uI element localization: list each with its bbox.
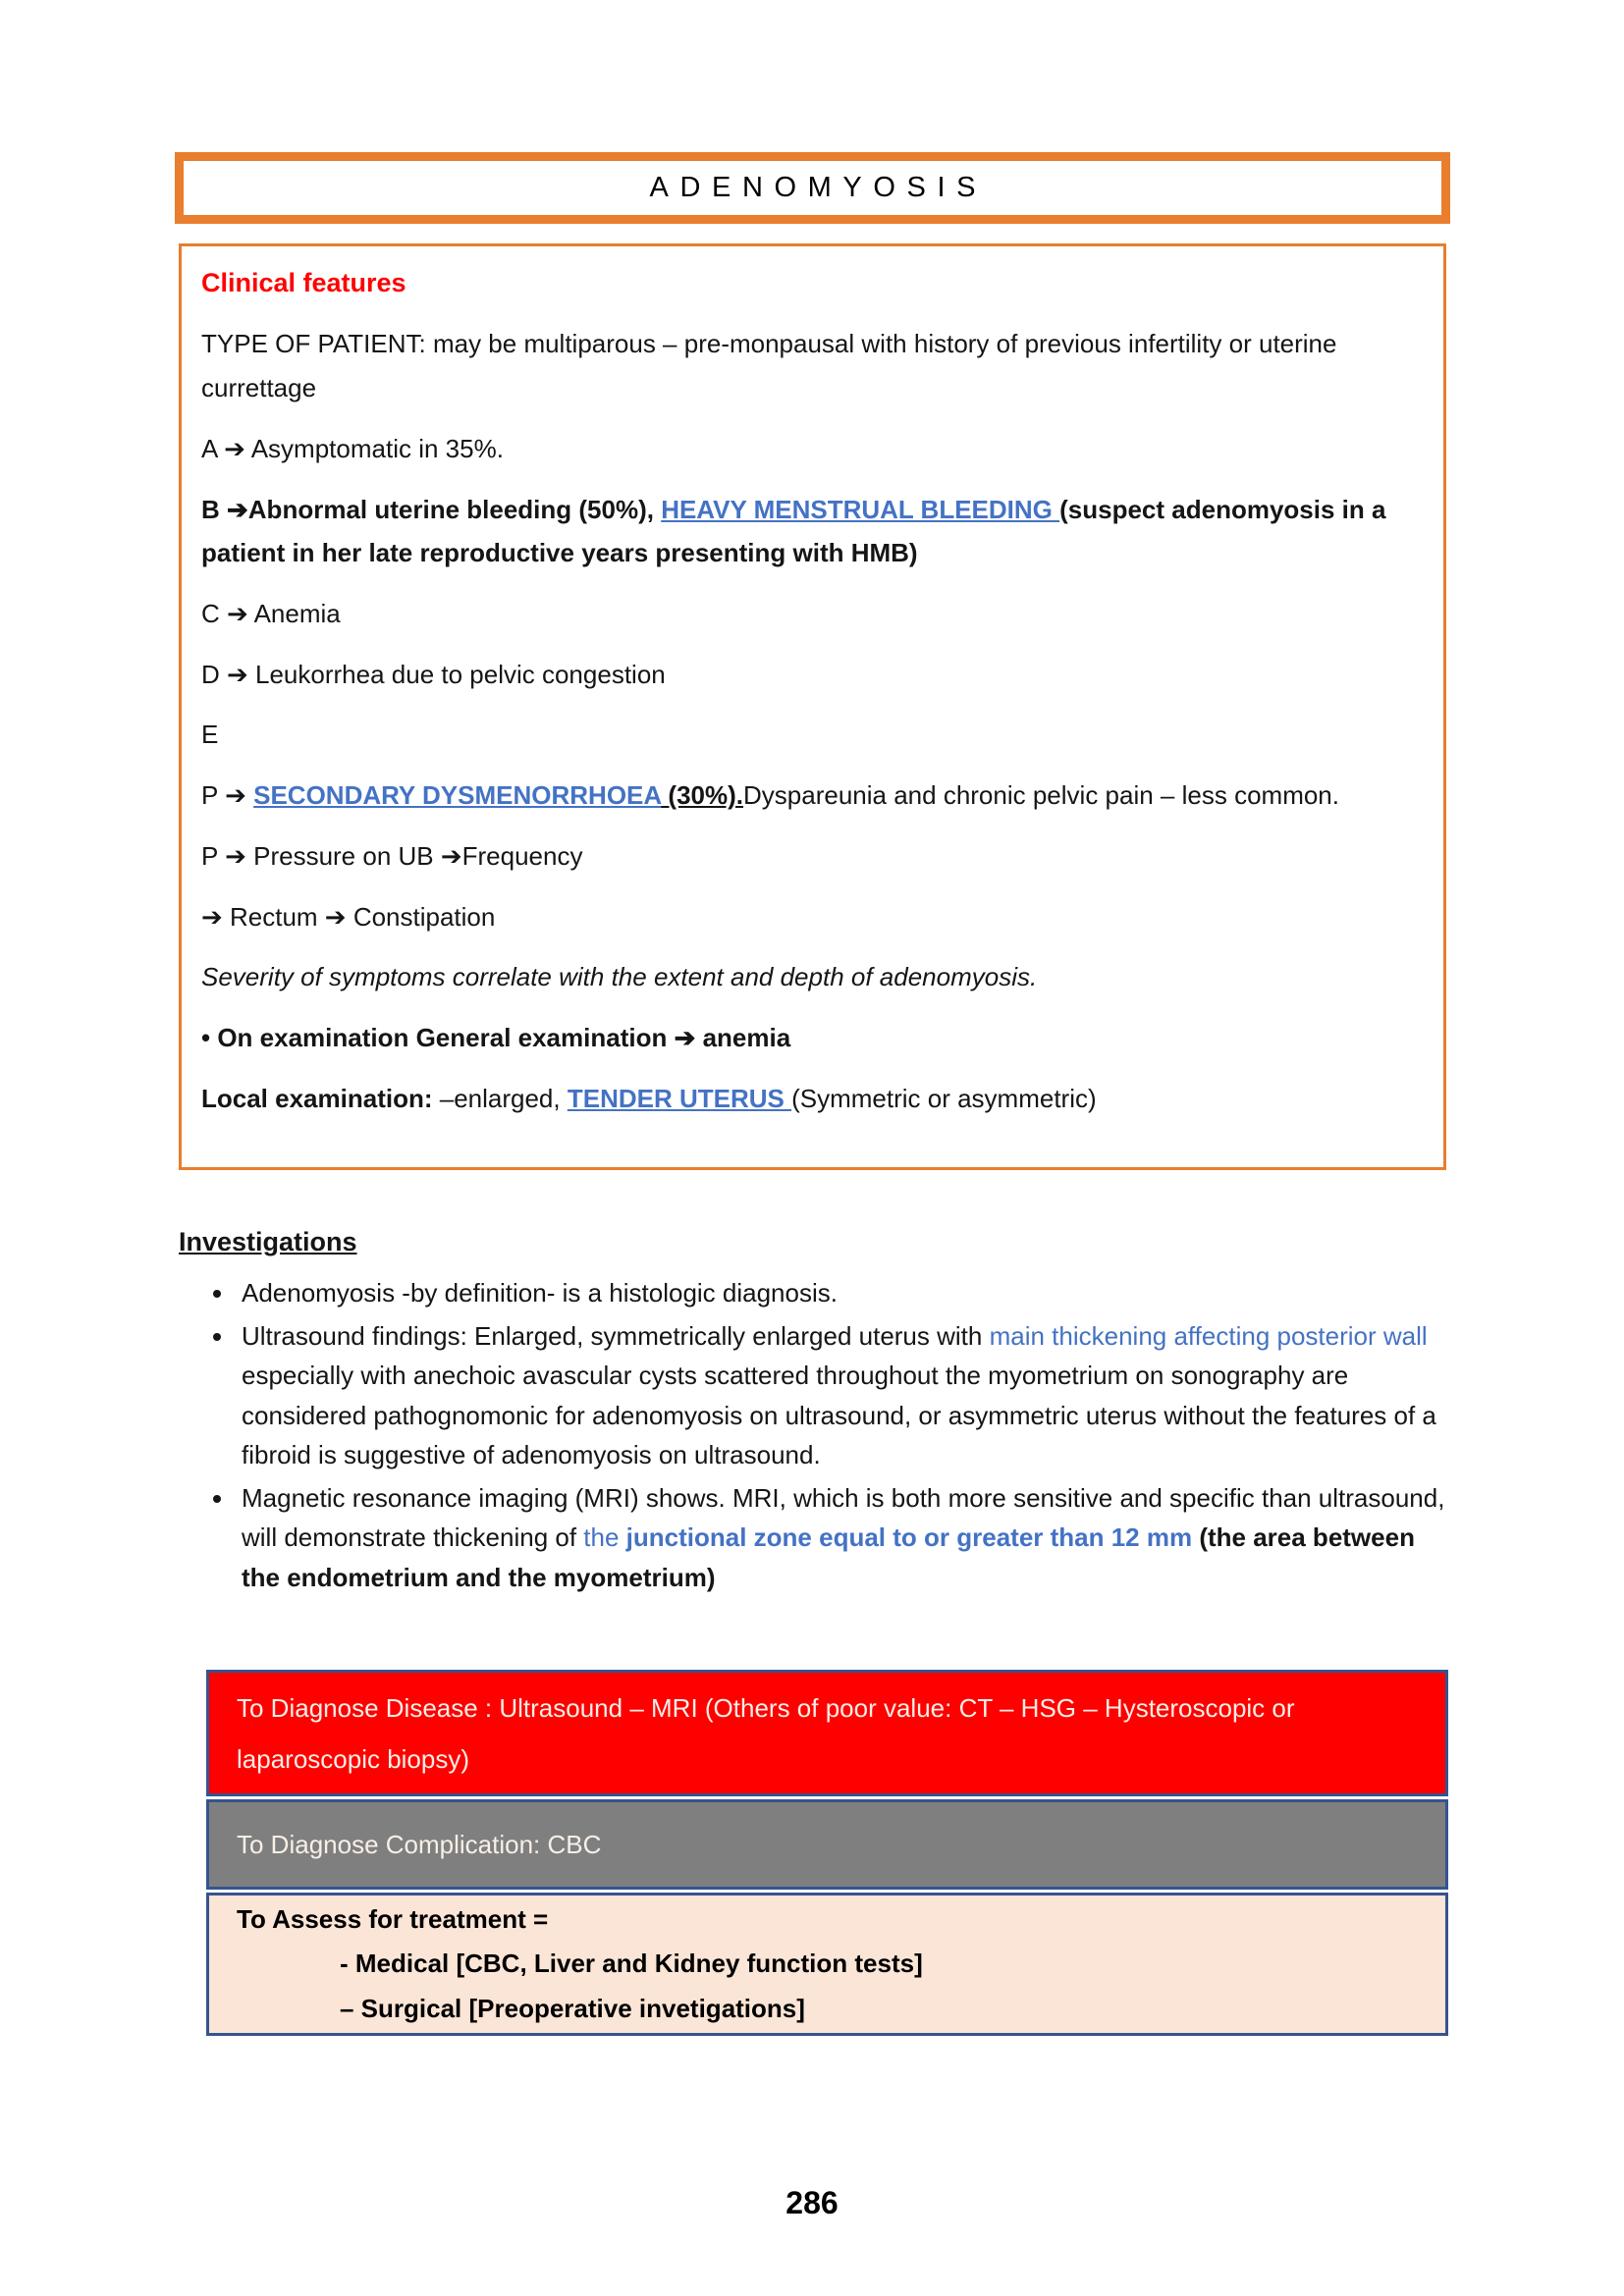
heavy-menstrual-bleeding-link[interactable]: HEAVY MENSTRUAL BLEEDING <box>661 494 1060 524</box>
mri-tail: (the area between the endometrium and the myometrium) <box>242 1522 1415 1592</box>
p-dysmenorrhoea-percent: (30%). <box>661 780 744 811</box>
histologic-diagnosis-text: Adenomyosis -by definition- is a histologic diagnosis. <box>242 1278 838 1308</box>
ultrasound-findings-highlight: main thickening affecting posterior wall <box>989 1320 1428 1351</box>
page-title: ADENOMYOSIS <box>649 172 988 203</box>
b-bleeding-tail: (suspect adenomyosis in a patient in her late reproductive years presenting with HMB) <box>201 494 1386 568</box>
paragraph-d-leukorrhea <box>201 653 1414 697</box>
paragraph-c-anemia <box>201 592 1414 636</box>
paragraph-e <box>201 713 1414 757</box>
diagnose-disease-box <box>206 1670 1448 1796</box>
mri-lead: Magnetic resonance imaging (MRI) shows. MRI, which is both more sensitive and specific than ultrasound, will demonstrate thickening of <box>242 1482 1445 1553</box>
paragraph-rectum-constipation <box>201 895 1414 939</box>
local-examination-pre: –enlarged, <box>439 1083 568 1113</box>
ultrasound-findings-tail: especially with anechoic avascular cysts scattered throughout the myometrium on sonography are considered pathognomonic for adenomyosis on ultrasound, or asymmetric uterus without the features of a fibroid is suggestive of adenomyosis on ultrasound. <box>242 1361 1436 1470</box>
paragraph-local-examination <box>201 1077 1414 1121</box>
local-examination-label: Local examination: <box>201 1083 440 1113</box>
assess-treatment-heading: To Assess for treatment = <box>237 1903 549 1934</box>
paragraph-on-examination <box>201 1016 1414 1060</box>
d-leukorrhea-text: D ➔ Leukorrhea due to pelvic congestion <box>201 659 666 689</box>
paragraph-type-of-patient <box>201 322 1414 409</box>
summary-boxes <box>206 1670 1448 2036</box>
diagnose-complication-box <box>206 1799 1448 1890</box>
assess-treatment-surgical: – Surgical [Preoperative invetigations] <box>340 1993 805 2023</box>
investigations-list <box>179 1273 1446 1597</box>
assess-treatment-medical: - Medical [CBC, Liver and Kidney function tests] <box>340 1949 923 1979</box>
clinical-features-heading <box>201 260 1414 305</box>
secondary-dysmenorrhoea-link[interactable]: SECONDARY DYSMENORRHOEA <box>253 780 662 811</box>
on-examination-text: • On examination General examination ➔ anemia <box>201 1023 791 1053</box>
list-item-ultrasound-findings <box>236 1316 1446 1475</box>
mri-junctional-zone-highlight: junctional zone equal to or greater than 12 mm <box>625 1522 1200 1553</box>
type-of-patient-text: TYPE OF PATIENT: may be multiparous – pre-monpausal with history of previous infertility or uterine currettage <box>201 329 1337 403</box>
p-pressure-text: P ➔ Pressure on UB ➔Frequency <box>201 840 583 871</box>
page-footer <box>0 2185 1624 2221</box>
diagnose-disease-text: To Diagnose Disease : Ultrasound – MRI (Others of poor value: CT – HSG – Hysteroscopic or laparoscopic biopsy) <box>237 1692 1295 1774</box>
list-item-histologic-diagnosis <box>236 1273 1446 1313</box>
e-text: E <box>201 720 219 750</box>
page-number: 286 <box>785 2185 839 2220</box>
list-item-mri <box>236 1478 1446 1598</box>
a-asymptomatic-text: A ➔ Asymptomatic in 35%. <box>201 433 504 463</box>
investigations-section <box>179 1227 1446 1600</box>
ultrasound-findings-lead: Ultrasound findings: Enlarged, symmetrically enlarged uterus with <box>242 1320 990 1351</box>
c-anemia-text: C ➔ Anemia <box>201 599 341 629</box>
clinical-features-heading-text: Clinical features <box>201 268 406 297</box>
paragraph-severity <box>201 955 1414 999</box>
clinical-features-box <box>179 243 1446 1170</box>
diagnose-complication-text: To Diagnose Complication: CBC <box>237 1830 602 1859</box>
assess-treatment-box <box>206 1893 1448 2036</box>
paragraph-p-dysmenorrhoea <box>201 774 1414 818</box>
paragraph-p-pressure <box>201 834 1414 879</box>
b-bleeding-lead: B ➔Abnormal uterine bleeding (50%), <box>201 494 662 524</box>
title-banner <box>175 152 1450 224</box>
mri-the-text: the <box>583 1522 626 1553</box>
p-dysmenorrhoea-lead: P ➔ <box>201 780 254 811</box>
paragraph-b-bleeding <box>201 488 1414 575</box>
tender-uterus-link[interactable]: TENDER UTERUS <box>567 1083 792 1113</box>
p-dysmenorrhoea-tail: Dyspareunia and chronic pelvic pain – less common. <box>743 780 1339 811</box>
investigations-heading: Investigations <box>179 1227 357 1256</box>
severity-text: Severity of symptoms correlate with the extent and depth of adenomyosis. <box>201 962 1038 992</box>
rectum-constipation-text: ➔ Rectum ➔ Constipation <box>201 901 496 932</box>
local-examination-tail: (Symmetric or asymmetric) <box>791 1083 1097 1113</box>
paragraph-a-asymptomatic <box>201 427 1414 471</box>
